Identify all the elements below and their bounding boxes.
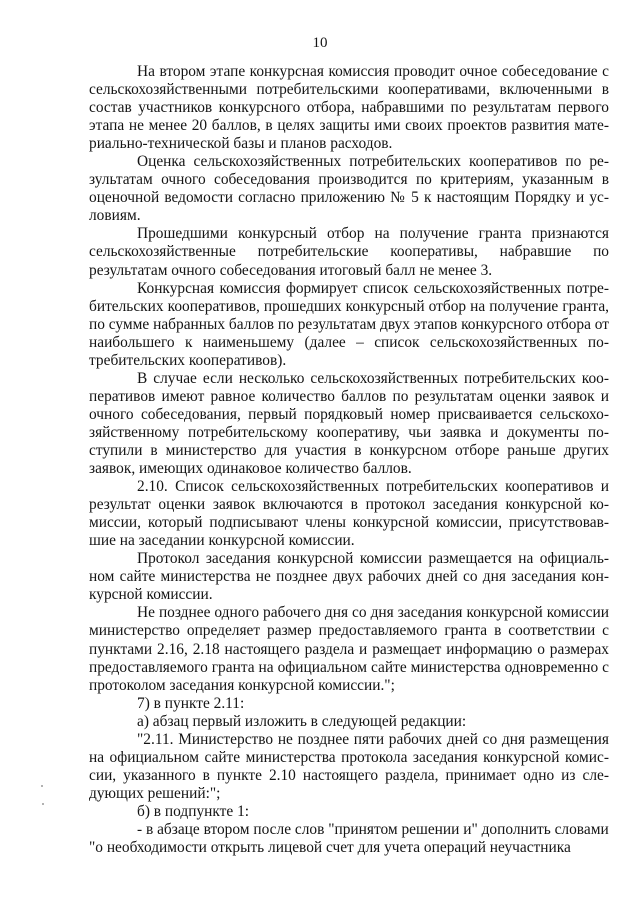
paragraph-protocol-publication: Протокол заседания конкурсной комиссии размещается на официальном сайте министерства не позднее двух рабочих дней со дня заседания конкурсной комиссии. — [89, 550, 609, 604]
paragraph-second-abzac-addition: - в абзаце втором после слов "принятом решении и" дополнить словами — [137, 820, 609, 838]
paragraph-item-7: 7) в пункте 2.11: — [137, 694, 245, 712]
document-body — [89, 63, 609, 857]
page-number: 10 — [312, 35, 328, 51]
scan-speck — [41, 785, 43, 787]
scan-speck — [42, 803, 44, 805]
paragraph-cooperatives-list: Конкурсная комиссия формирует список сельскохозяйственных потребительских кооперативов, прошедших конкурсный отбор на получение гранта, по сумме набранных баллов по результатам двух этапов конкурсного отбора от наибольшего к наименьшему (далее – список сельскохозяйственных потребительских кооперативов). — [89, 279, 609, 369]
paragraph-2-11-quote: "2.11. Министерство не позднее пяти рабочих дней со дня размещения на официальном сайте министерства протокола заседания конкурсной комиссии, указанного в пункте 2.10 настоящего раздела, принимает одно из следующих решений:"; — [89, 730, 609, 802]
paragraph-subitem-a: а) абзац первый изложить в следующей редакции: — [137, 712, 467, 730]
paragraph-passed-selection: Прошедшими конкурсный отбор на получение гранта признаются сельскохозяйственные потребительские кооперативы, набравшие по результатам очного собеседования итоговый балл не менее 3. — [89, 225, 609, 279]
paragraph-2-10-protocol: 2.10. Список сельскохозяйственных потребительских кооперативов и результат оценки заявок включаются в протокол заседания конкурсной комиссии, который подписывают члены конкурсной комиссии, присутствовавшие на заседании конкурсной комиссии. — [89, 478, 609, 550]
paragraph-second-stage-interview: На втором этапе конкурсная комиссия проводит очное собеседование с сельскохозяйственными потребительскими кооперативами, включенными в состав участников конкурсного отбора, набравшими по результатам первого этапа не менее 20 баллов, в целях защиты ими своих проектов развития материально-технической базы и планов расходов. — [89, 63, 609, 153]
paragraph-grant-size: Не позднее одного рабочего дня со дня заседания конкурсной комиссии министерство определяет размер предоставляемого гранта в соответствии с пунктами 2.16, 2.18 настоящего раздела и размещает информацию о размерах предоставляемого гранта на официальном сайте министерства одновременно с протоколом заседания конкурсной комиссии."; — [89, 604, 609, 694]
paragraph-interview-evaluation: Оценка сельскохозяйственных потребительских кооперативов по результатам очного собеседования производится по критериям, указанным в оценочной ведомости согласно приложению № 5 к настоящим Порядку и условиям. — [89, 153, 609, 225]
paragraph-equal-scores: В случае если несколько сельскохозяйственных потребительских кооперативов имеют равное количество баллов по результатам оценки заявок и очного собеседования, первый порядковый номер присваивается сельскохозяйственному потребительскому кооперативу, чьи заявка и документы поступили в министерство для участия в конкурсном отборе раньше других заявок, имеющих одинаковое количество баллов. — [89, 369, 609, 478]
paragraph-personal-account: "о необходимости открыть лицевой счет для учета операций неучастника — [89, 839, 571, 857]
paragraph-subitem-b: б) в подпункте 1: — [137, 802, 250, 820]
